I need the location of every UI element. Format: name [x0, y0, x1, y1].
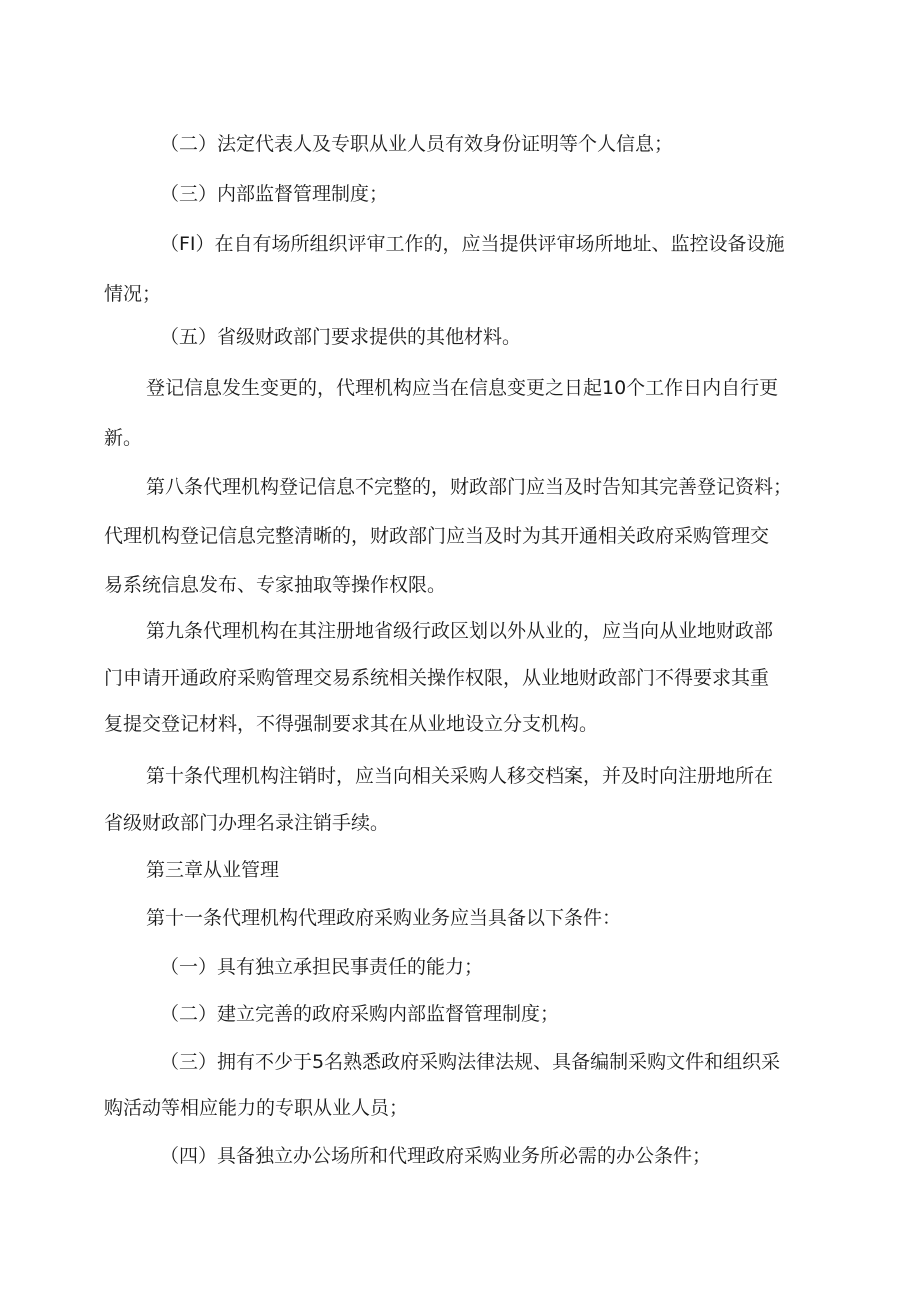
paragraph-line: 第八条代理机构登记信息不完整的，财政部门应当及时告知其完善登记资料；: [146, 476, 793, 498]
paragraph-line: 易系统信息发布、专家抽取等操作权限。: [104, 574, 447, 596]
paragraph-line: 情况；: [104, 283, 162, 305]
paragraph-line: 门申请开通政府采购管理交易系统相关操作权限，从业地财政部门不得要求其重: [104, 667, 770, 689]
paragraph-line: （四）具备独立办公场所和代理政府采购业务所必需的办公条件；: [160, 1145, 712, 1167]
paragraph-line: （三）拥有不少于5名熟悉政府采购法律法规、具备编制采购文件和组织采: [160, 1051, 781, 1073]
paragraph-line: （二）法定代表人及专职从业人员有效身份证明等个人信息；: [160, 133, 674, 155]
paragraph-line: 第十一条代理机构代理政府采购业务应当具备以下条件：: [146, 907, 622, 929]
paragraph-line: 第十条代理机构注销时，应当向相关采购人移交档案，并及时向注册地所在: [146, 765, 774, 787]
chapter-heading: 第三章从业管理: [146, 859, 280, 881]
paragraph-line: （三）内部监督管理制度；: [160, 183, 389, 205]
paragraph-line: 第九条代理机构在其注册地省级行政区划以外从业的，应当向从业地财政部: [146, 620, 774, 642]
paragraph-line: 新。: [104, 427, 143, 449]
paragraph-line: 代理机构登记信息完整清晰的，财政部门应当及时为其开通相关政府采购管理交: [104, 525, 770, 547]
paragraph-line: 购活动等相应能力的专职从业人员；: [104, 1097, 409, 1119]
paragraph-line: （FI）在自有场所组织评审工作的，应当提供评审场所地址、监控设备设施: [160, 233, 785, 255]
paragraph-line: 复提交登记材料，不得强制要求其在从业地设立分支机构。: [104, 713, 599, 735]
paragraph-line: （二）建立完善的政府采购内部监督管理制度；: [160, 1003, 560, 1025]
paragraph-line: 省级财政部门办理名录注销手续。: [104, 812, 390, 834]
paragraph-line: 登记信息发生变更的，代理机构应当在信息变更之日起10个工作日内自行更: [146, 377, 779, 399]
paragraph-line: （五）省级财政部门要求提供的其他材料。: [160, 326, 522, 348]
paragraph-line: （一）具有独立承担民事责任的能力；: [160, 956, 484, 978]
